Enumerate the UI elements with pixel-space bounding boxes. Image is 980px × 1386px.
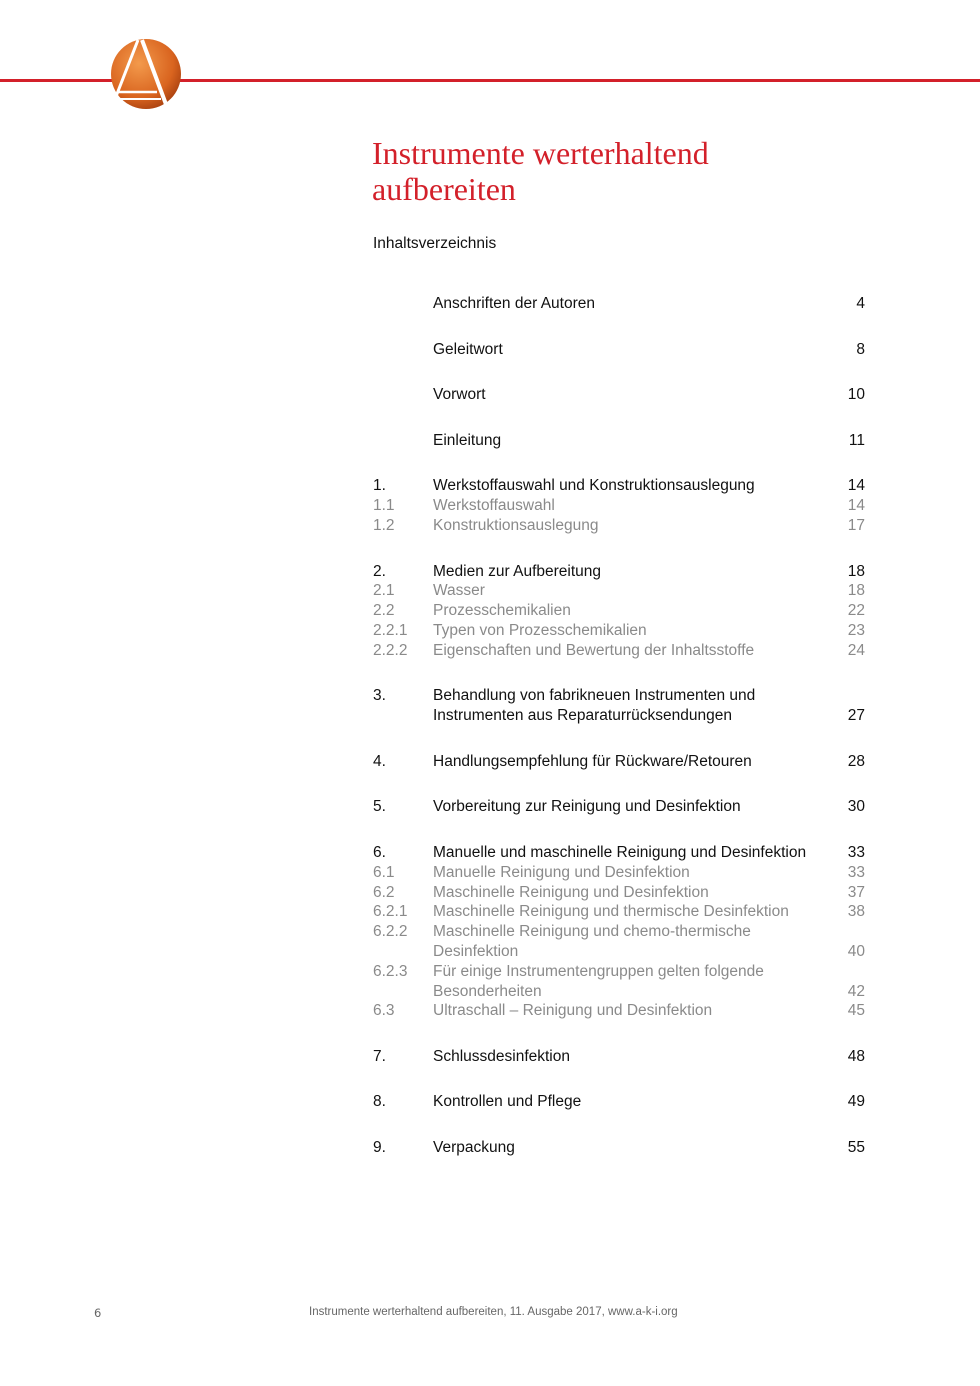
toc-entry[interactable] (373, 431, 865, 451)
toc-group (373, 1092, 865, 1112)
toc-entry-title (433, 431, 825, 451)
toc-entry[interactable] (373, 922, 865, 962)
toc-entry-title-line: Instrumenten aus Reparaturrücksendungen (433, 707, 732, 725)
toc-entry-title-line: Für einige Instrumentengruppen gelten folgende (433, 962, 764, 980)
toc-entry[interactable] (373, 1138, 865, 1158)
toc-entry-title (433, 1047, 825, 1067)
toc-entry-number: 6.2.3 (373, 962, 408, 980)
toc-entry[interactable] (373, 641, 865, 661)
toc-group (373, 562, 865, 661)
footer-page-number: 6 (94, 1306, 102, 1320)
toc-entry[interactable] (373, 476, 865, 496)
toc-entry-number: 6. (373, 843, 386, 861)
toc-entry-title (433, 902, 825, 922)
toc-entry-title (433, 797, 825, 817)
toc-entry-title-line: Typen von Prozesschemikalien (433, 621, 647, 639)
toc-entry-number (373, 431, 433, 451)
toc-entry-title-line: Behandlung von fabrikneuen Instrumenten und (433, 687, 756, 705)
toc-entry[interactable] (373, 1047, 865, 1067)
toc-entry-number: 3. (373, 687, 386, 705)
toc-entry-number: 6.2.1 (373, 903, 408, 921)
toc-entry-number: 8. (373, 1093, 386, 1111)
toc-group (373, 385, 865, 405)
toc-entry-number (373, 294, 433, 314)
toc-entry-title (433, 863, 825, 883)
toc-entry[interactable] (373, 902, 865, 922)
toc-entry-title-line: Schlussdesinfektion (433, 1047, 570, 1065)
toc-entry-title-line: Werkstoffauswahl und Konstruktionsauslegung (433, 477, 755, 495)
toc-entry-page: 27 (847, 707, 865, 725)
toc-entry-title (433, 1001, 825, 1021)
toc-entry-number: 6.2 (373, 883, 395, 901)
toc-entry-title-line: Ultraschall – Reinigung und Desinfektion (433, 1002, 713, 1020)
toc-entry-title (433, 686, 825, 726)
toc-entry-number: 2.2.1 (373, 621, 408, 639)
toc-entry-title-line: Vorbereitung zur Reinigung und Desinfektion (433, 798, 741, 816)
toc-entry-page: 23 (847, 621, 865, 639)
toc-entry-page: 37 (847, 883, 865, 901)
toc-entry-title (433, 752, 825, 772)
toc-entry-title-line: Einleitung (433, 431, 502, 449)
footer-text: Instrumente werterhaltend aufbereiten, 11. Ausgabe 2017, www.a-k-i.org (309, 1306, 678, 1318)
toc-entry[interactable] (373, 516, 865, 536)
toc-entry-number: 7. (373, 1047, 386, 1065)
toc-entry[interactable] (373, 797, 865, 817)
toc-entry-title-line: Besonderheiten (433, 982, 542, 1000)
toc-entry-number: 2.1 (373, 582, 395, 600)
toc-entry[interactable] (373, 562, 865, 582)
toc-entry-title (433, 562, 825, 582)
toc-entry-title-line: Vorwort (433, 386, 486, 404)
toc-entry-page: 45 (847, 1002, 865, 1020)
toc-entry[interactable] (373, 385, 865, 405)
toc-entry-title (433, 922, 825, 962)
toc-entry-number: 1.1 (373, 497, 395, 515)
toc-entry-page: 22 (847, 602, 865, 620)
toc-entry-number: 9. (373, 1139, 386, 1157)
toc-entry-title (433, 621, 825, 641)
toc-entry-title (433, 1138, 825, 1158)
toc-entry-page: 14 (847, 497, 865, 515)
toc-entry-title-line: Wasser (433, 582, 485, 600)
toc-entry-page: 42 (847, 982, 865, 1000)
title-line-1: Instrumente werterhaltend (372, 135, 709, 171)
toc-entry-number: 6.2.2 (373, 923, 408, 941)
toc-entry-number: 1.2 (373, 516, 395, 534)
toc-entry[interactable] (373, 621, 865, 641)
toc-entry[interactable] (373, 863, 865, 883)
toc-entry-number (373, 340, 433, 360)
toc-entry-page: 18 (847, 562, 865, 580)
toc-entry-title-line: Manuelle Reinigung und Desinfektion (433, 863, 690, 881)
toc-group (373, 294, 865, 314)
toc-entry-title (433, 294, 825, 314)
toc-entry-title-line: Konstruktionsauslegung (433, 516, 599, 534)
toc-group (373, 431, 865, 451)
toc-group (373, 1047, 865, 1067)
toc-entry-page: 28 (847, 752, 865, 770)
toc-entry-number: 2. (373, 562, 386, 580)
toc-entry[interactable] (373, 883, 865, 903)
toc-entry-title-line: Maschinelle Reinigung und chemo-thermische (433, 923, 751, 941)
toc-entry-number: 2.2 (373, 602, 395, 620)
toc-group (373, 340, 865, 360)
toc-entry-page: 30 (847, 798, 865, 816)
toc-entry-title-line: Anschriften der Autoren (433, 295, 595, 312)
toc-entry-page: 48 (847, 1047, 865, 1065)
toc-entry-title (433, 843, 825, 863)
toc-entry[interactable] (373, 340, 865, 360)
toc-entry-page: 38 (847, 903, 865, 921)
toc-group (373, 843, 865, 1021)
toc-entry-title-line: Desinfektion (433, 942, 519, 960)
toc-entry-title (433, 340, 825, 360)
toc-group (373, 1138, 865, 1158)
toc-entry-number: 4. (373, 752, 386, 770)
toc-entry-number: 6.3 (373, 1002, 395, 1020)
toc-entry[interactable] (373, 962, 865, 1002)
document-title (372, 135, 709, 207)
toc-entry-title (433, 385, 825, 405)
toc-entry[interactable] (373, 843, 865, 863)
toc-entry-page: 33 (847, 843, 865, 861)
toc-entry-title (433, 962, 825, 1002)
toc-entry-title (433, 581, 825, 601)
toc-entry[interactable] (373, 294, 865, 314)
toc-entry-page: 40 (847, 942, 865, 960)
toc-entry-page: 4 (856, 295, 865, 312)
toc-entry-page: 17 (847, 516, 865, 534)
toc-entry-title-line: Kontrollen und Pflege (433, 1093, 582, 1111)
toc-entry-title (433, 883, 825, 903)
toc-entry-title (433, 516, 825, 536)
toc-entry[interactable] (373, 752, 865, 772)
toc-entry-title (433, 601, 825, 621)
toc-entry-number: 5. (373, 798, 386, 816)
toc-entry-title-line: Handlungsempfehlung für Rückware/Retouren (433, 752, 752, 770)
toc-entry-title-line: Verpackung (433, 1139, 515, 1157)
toc-entry-page: 18 (847, 582, 865, 600)
toc-entry-page: 24 (847, 641, 865, 659)
toc-entry-title-line: Maschinelle Reinigung und Desinfektion (433, 883, 709, 901)
toc-entry[interactable] (373, 496, 865, 516)
toc-entry-title-line: Geleitwort (433, 340, 503, 358)
toc-entry-title (433, 641, 825, 661)
toc-entry-page: 49 (847, 1093, 865, 1111)
toc-entry-page: 55 (847, 1139, 865, 1157)
toc-entry-page: 10 (847, 386, 865, 404)
toc-entry[interactable] (373, 581, 865, 601)
toc-entry-title (433, 1092, 825, 1112)
toc-group (373, 752, 865, 772)
toc-entry[interactable] (373, 686, 865, 726)
table-of-contents (373, 294, 865, 1184)
title-line-2: aufbereiten (372, 171, 516, 207)
toc-entry-title-line: Prozesschemikalien (433, 602, 571, 620)
toc-entry-title-line: Maschinelle Reinigung und thermische Desinfektion (433, 903, 789, 921)
toc-entry-page: 14 (847, 477, 865, 495)
toc-entry-number: 6.1 (373, 863, 395, 881)
toc-entry-title (433, 496, 825, 516)
toc-entry-title-line: Werkstoffauswahl (433, 497, 555, 515)
toc-group (373, 797, 865, 817)
toc-group (373, 686, 865, 726)
toc-group (373, 476, 865, 535)
toc-heading: Inhaltsverzeichnis (373, 235, 497, 252)
toc-entry[interactable] (373, 1092, 865, 1112)
toc-entry-page: 11 (848, 431, 865, 449)
toc-entry[interactable] (373, 601, 865, 621)
toc-entry-page: 33 (847, 863, 865, 881)
toc-entry[interactable] (373, 1001, 865, 1021)
toc-entry-page: 8 (856, 340, 865, 358)
toc-entry-title (433, 476, 825, 496)
toc-entry-title-line: Manuelle und maschinelle Reinigung und Desinfektion (433, 843, 807, 861)
toc-entry-number: 2.2.2 (373, 641, 408, 659)
toc-entry-title-line: Medien zur Aufbereitung (433, 562, 602, 580)
aki-logo-icon (107, 37, 183, 111)
toc-entry-title-line: Eigenschaften und Bewertung der Inhaltsstoffe (433, 641, 755, 659)
toc-entry-number (373, 385, 433, 405)
toc-entry-number: 1. (373, 477, 386, 495)
